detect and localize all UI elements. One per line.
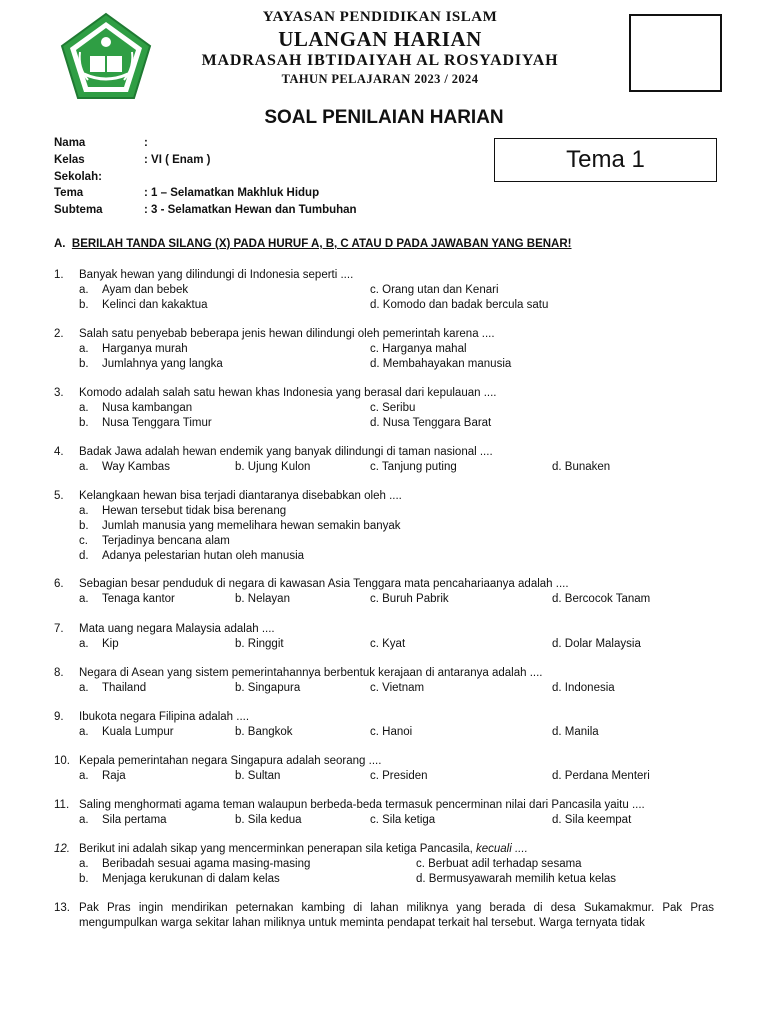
question-text: Sebagian besar penduduk di negara di kawasan Asia Tenggara mata pencahariaanya adalah .... xyxy=(79,578,569,590)
identity-value: : 3 - Selamatkan Hewan dan Tumbuhan xyxy=(144,204,357,216)
option-d[interactable]: d. Indonesia xyxy=(552,682,615,694)
identity-label: Tema xyxy=(54,187,84,199)
option-c[interactable]: c. Buruh Pabrik xyxy=(370,593,449,605)
option-c[interactable]: c. Seribu xyxy=(370,402,416,414)
option-b[interactable]: b. Sila kedua xyxy=(235,814,302,826)
option-c[interactable]: c. Sila ketiga xyxy=(370,814,436,826)
option-c[interactable]: c. Berbuat adil terhadap sesama xyxy=(416,858,582,870)
option-a[interactable]: a. Thailand xyxy=(79,682,147,694)
page-title: SOAL PENILAIAN HARIAN xyxy=(264,107,504,128)
identity-value: : VI ( Enam ) xyxy=(144,154,211,166)
question-number: 4. xyxy=(54,446,64,458)
option-d[interactable]: d. Perdana Menteri xyxy=(552,770,650,782)
exam-title: ULANGAN HARIAN xyxy=(278,27,482,51)
question-number: 3. xyxy=(54,387,64,399)
option-b[interactable]: b. Nusa Tenggara Timur xyxy=(79,417,212,429)
option-c[interactable]: c. Harganya mahal xyxy=(370,343,467,355)
option-d[interactable]: d. Bermusyawarah memilih ketua kelas xyxy=(416,873,617,885)
question xyxy=(54,710,724,738)
question-number: 11. xyxy=(54,799,70,811)
option-a[interactable]: a. Harganya murah xyxy=(79,343,188,355)
identity-row xyxy=(54,204,357,216)
question-text: Pak Pras ingin mendirikan peternakan kambing di lahan miliknya yang berada di desa Sukamakmur. Pak Pras mengumpulkan warga sekitar lahan miliknya untuk meminta pendapat terkait hal tersebut. Warga ternyata tidak xyxy=(79,902,714,929)
option-a[interactable]: a. Nusa kambangan xyxy=(79,402,193,414)
question-text: Saling menghormati agama teman walaupun berbeda-beda termasuk pencerminan nilai dari Pancasila yaitu .... xyxy=(79,799,645,811)
question xyxy=(54,622,724,650)
option-d[interactable]: d. Adanya pelestarian hutan oleh manusia xyxy=(79,550,305,562)
option-b[interactable]: b. Singapura xyxy=(235,682,301,694)
identity-value: : xyxy=(144,137,148,149)
instruction-prefix: A. xyxy=(54,238,66,250)
option-c[interactable]: c. Kyat xyxy=(370,638,406,650)
question-number: 8. xyxy=(54,667,64,679)
option-c[interactable]: c. Vietnam xyxy=(370,682,425,694)
tema-box: Tema 1 xyxy=(494,138,717,182)
question-emphasis: kecuali .... xyxy=(476,843,528,855)
question-number: 2. xyxy=(54,328,64,340)
identity-label: Nama xyxy=(54,137,86,149)
option-a[interactable]: a. Hewan tersebut tidak bisa berenang xyxy=(79,505,287,517)
option-b[interactable]: b. Kelinci dan kakaktua xyxy=(79,299,208,311)
option-a[interactable]: a. Beribadah sesuai agama masing-masing xyxy=(79,858,311,870)
identity-label: Sekolah: xyxy=(54,171,102,183)
question-text: Ibukota negara Filipina adalah .... xyxy=(79,711,250,723)
identity-row xyxy=(54,187,319,199)
option-b[interactable]: b. Jumlahnya yang langka xyxy=(79,358,223,370)
identity-value: : 1 – Selamatkan Makhluk Hidup xyxy=(144,187,320,199)
option-c[interactable]: c. Presiden xyxy=(370,770,428,782)
option-d[interactable]: d. Nusa Tenggara Barat xyxy=(370,417,492,429)
option-d[interactable]: d. Manila xyxy=(552,726,599,738)
identity-row xyxy=(54,154,210,166)
instruction-text: BERILAH TANDA SILANG (X) PADA HURUF A, B, C ATAU D PADA JAWABAN YANG BENAR! xyxy=(71,238,572,250)
identity-label: Kelas xyxy=(54,154,85,166)
option-d[interactable]: d. Bercocok Tanam xyxy=(552,593,651,605)
question-text: Kepala pemerintahan negara Singapura adalah seorang .... xyxy=(79,755,382,767)
question xyxy=(54,798,724,826)
identity-row xyxy=(54,171,144,183)
question-number: 7. xyxy=(54,623,64,635)
option-d[interactable]: d. Bunaken xyxy=(552,461,611,473)
option-a[interactable]: a. Way Kambas xyxy=(79,461,170,473)
option-c[interactable]: c. Orang utan dan Kenari xyxy=(370,284,499,296)
option-b[interactable]: b. Ringgit xyxy=(235,638,284,650)
question xyxy=(54,386,724,429)
question-text: Komodo adalah salah satu hewan khas Indonesia yang berasal dari kepulauan .... xyxy=(79,387,497,399)
question-text: Kelangkaan hewan bisa terjadi diantaranya disebabkan oleh .... xyxy=(79,490,402,502)
question-number: 10. xyxy=(54,755,70,767)
option-a[interactable]: a. Ayam dan bebek xyxy=(79,284,189,296)
question xyxy=(54,489,724,562)
option-a[interactable]: a. Kip xyxy=(79,638,119,650)
school-year: TAHUN PELAJARAN 2023 / 2024 xyxy=(281,72,479,86)
option-b[interactable]: b. Sultan xyxy=(235,770,281,782)
question xyxy=(54,577,724,605)
question-text: Mata uang negara Malaysia adalah .... xyxy=(79,623,275,635)
question-text: Banyak hewan yang dilindungi di Indonesia seperti .... xyxy=(79,269,354,281)
option-d[interactable]: d. Dolar Malaysia xyxy=(552,638,641,650)
question-number: 1. xyxy=(54,269,64,281)
option-d[interactable]: d. Sila keempat xyxy=(552,814,632,826)
identity-row xyxy=(54,137,148,149)
identity-label: Subtema xyxy=(54,204,103,216)
question xyxy=(54,445,724,473)
question xyxy=(54,268,724,311)
question-text: Salah satu penyebab beberapa jenis hewan dilindungi oleh pemerintah karena .... xyxy=(79,328,495,340)
option-d[interactable]: d. Membahayakan manusia xyxy=(370,358,512,370)
question-text: Badak Jawa adalah hewan endemik yang banyak dilindungi di taman nasional .... xyxy=(79,446,493,458)
option-a[interactable]: a. Kuala Lumpur xyxy=(79,726,174,738)
option-c[interactable]: c. Tanjung puting xyxy=(370,461,457,473)
question xyxy=(54,754,724,782)
score-box xyxy=(629,14,722,92)
option-c[interactable]: c. Hanoi xyxy=(370,726,413,738)
question-text: Negara di Asean yang sistem pemerintahannya berbentuk kerajaan di antaranya adalah .... xyxy=(79,667,543,679)
option-b[interactable]: b. Nelayan xyxy=(235,593,290,605)
school-logo xyxy=(58,12,154,100)
option-b[interactable]: b. Ujung Kulon xyxy=(235,461,311,473)
question-number: 9. xyxy=(54,711,64,723)
question xyxy=(54,666,724,694)
question-number: 5. xyxy=(54,490,64,502)
option-a[interactable]: a. Sila pertama xyxy=(79,814,167,826)
school-name: MADRASAH IBTIDAIYAH AL ROSYADIYAH xyxy=(201,52,559,69)
question xyxy=(54,327,724,370)
instruction xyxy=(54,238,572,250)
question-number: 6. xyxy=(54,578,64,590)
option-c[interactable]: c. Terjadinya bencana alam xyxy=(79,535,230,547)
question-text: Berikut ini adalah sikap yang mencerminkan penerapan sila ketiga Pancasila, kecuali .... xyxy=(79,843,528,855)
question-number: 12. xyxy=(54,843,70,855)
option-b[interactable]: b. Bangkok xyxy=(235,726,293,738)
question xyxy=(54,842,724,885)
option-d[interactable]: d. Komodo dan badak bercula satu xyxy=(370,299,549,311)
question-number: 13. xyxy=(54,902,70,914)
foundation-name: YAYASAN PENDIDIKAN ISLAM xyxy=(262,9,498,25)
option-a[interactable]: a. Raja xyxy=(79,770,126,782)
option-a[interactable]: a. Tenaga kantor xyxy=(79,593,175,605)
option-b[interactable]: b. Menjaga kerukunan di dalam kelas xyxy=(79,873,280,885)
option-b[interactable]: b. Jumlah manusia yang memelihara hewan semakin banyak xyxy=(79,520,401,532)
